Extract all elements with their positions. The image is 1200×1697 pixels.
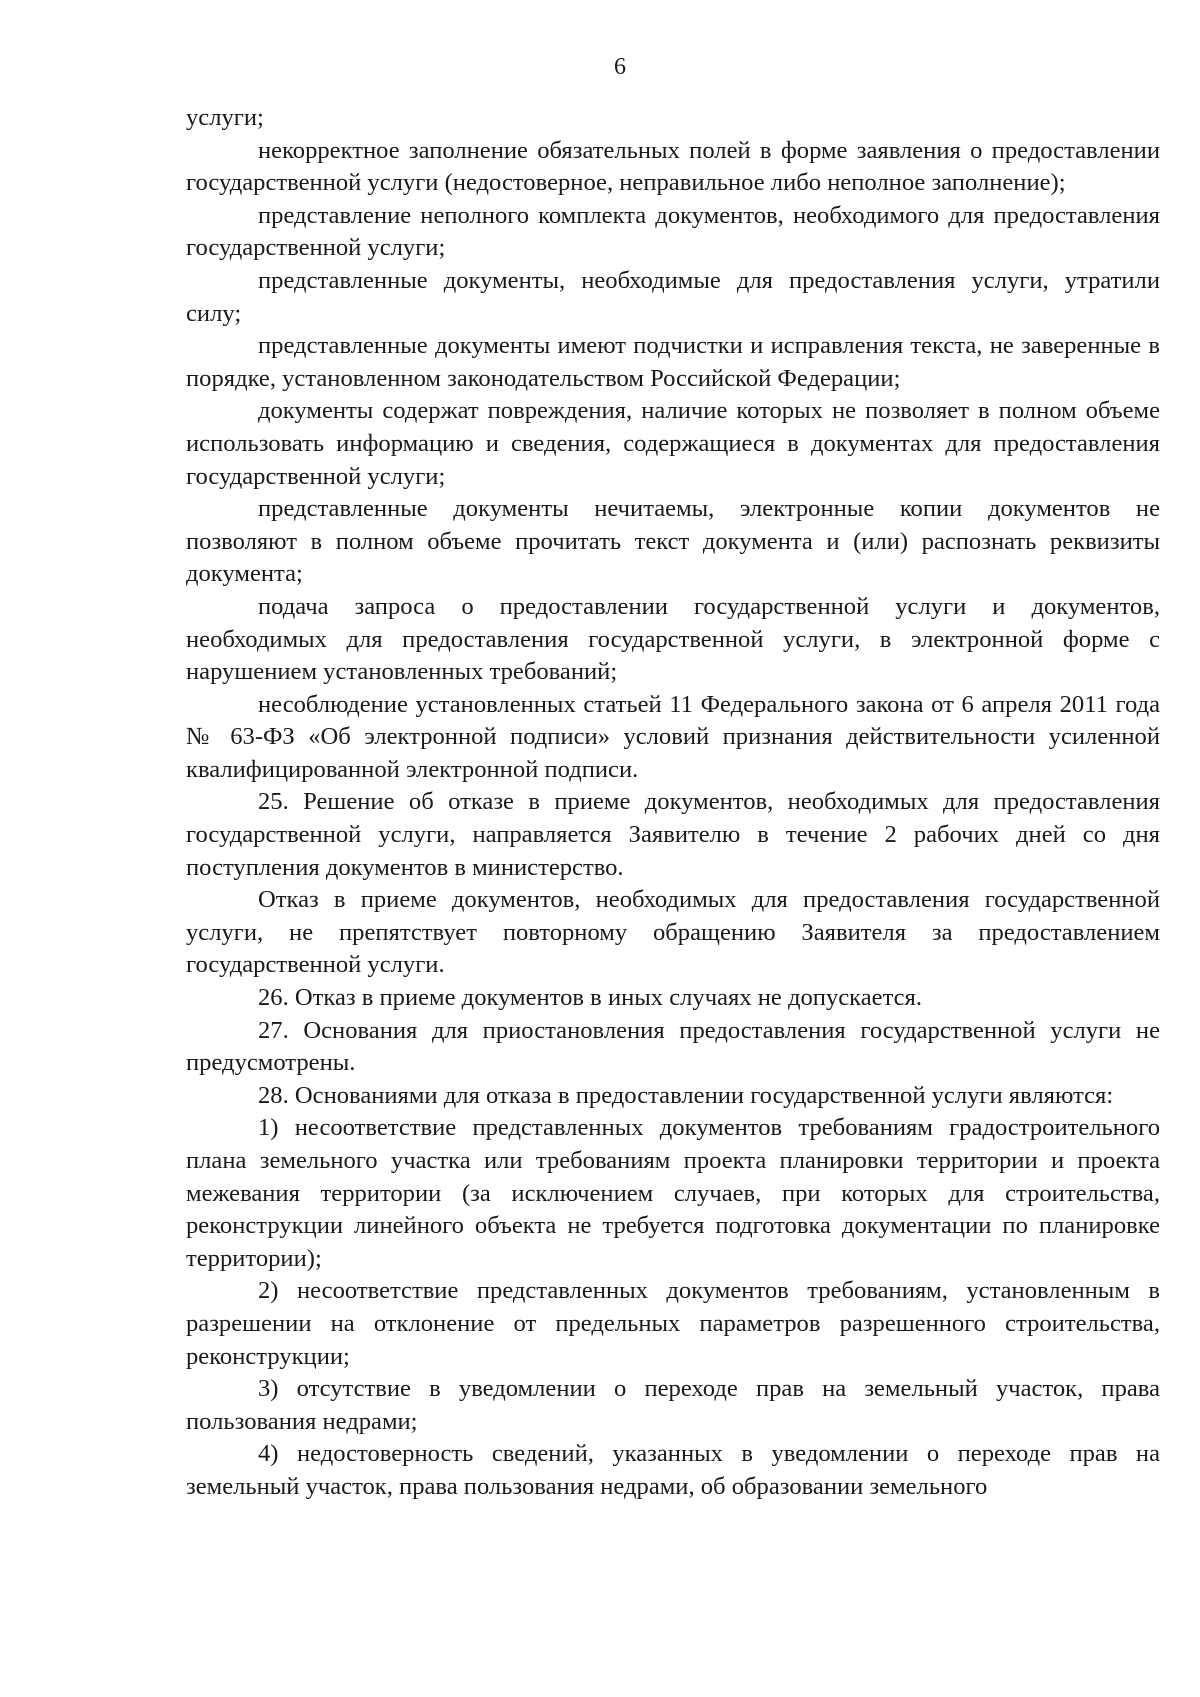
paragraph-text: услуги; xyxy=(186,104,264,131)
paragraph-text: представленные документы нечитаемы, электронные копии документов не позволяют в полном объеме прочитать текст документа и (или) распознать реквизиты документа; xyxy=(186,495,1160,588)
list-item-1: 1) несоответствие представленных документов требованиям градостроительного плана земельного участка или требованиям проекта планировки территории и проекта межевания территории (за исключением случаев, при которых для строительства, реконструкции линейного объекта не требуется подготовка документации по планировке территории); xyxy=(186,1114,1160,1272)
list-item-4: 4) недостоверность сведений, указанных в уведомлении о переходе прав на земельный участок, права пользования недрами, об образовании земельного xyxy=(186,1440,1160,1500)
paragraph-text: несоблюдение установленных статьей 11 Федерального закона от 6 апреля 2011 года № 63-ФЗ «Об электронной подписи» условий признания действительности усиленной квалифицированной электронной подписи. xyxy=(186,690,1160,783)
paragraph-item-27: 27. Основания для приостановления предоставления государственной услуги не предусмотрены. xyxy=(186,1016,1160,1077)
paragraph-text: документы содержат повреждения, наличие которых не позволяет в полном объеме использовать информацию и сведения, содержащиеся в документах для предоставления государственной услуги; xyxy=(186,397,1160,490)
list-item-2: 2) несоответствие представленных документов требованиям, установленным в разрешении на отклонение от предельных параметров разрешенного строительства, реконструкции; xyxy=(186,1277,1160,1370)
list-item-3: 3) отсутствие в уведомлении о переходе прав на земельный участок, права пользования недрами; xyxy=(186,1375,1160,1435)
paragraph-text: представление неполного комплекта документов, необходимого для предоставления государственной услуги; xyxy=(186,201,1160,262)
paragraph-item-25: 25. Решение об отказе в приеме документов, необходимых для предоставления государственной услуги, направляется Заявителю в течение 2 рабочих дней со дня поступления документов в министерство. xyxy=(186,788,1160,881)
paragraph-item-28: 28. Основаниями для отказа в предоставлении государственной услуги являются: xyxy=(258,1081,1114,1109)
document-body xyxy=(186,102,1160,1504)
paragraph-item-26: 26. Отказ в приеме документов в иных случаях не допускается. xyxy=(258,984,923,1012)
paragraph-text: представленные документы, необходимые для предоставления услуги, утратили силу; xyxy=(186,266,1160,327)
paragraph-text: подача запроса о предоставлении государственной услуги и документов, необходимых для предоставления государственной услуги, в электронной форме с нарушением установленных требований; xyxy=(186,592,1160,686)
paragraph-text: некорректное заполнение обязательных полей в форме заявления о предоставлении государственной услуги (недостоверное, неправильное либо неполное заполнение); xyxy=(186,136,1160,197)
paragraph-text: представленные документы имеют подчистки и исправления текста, не заверенные в порядке, установленном законодательством Российской Федерации; xyxy=(186,332,1160,392)
paragraph-text: Отказ в приеме документов, необходимых для предоставления государственной услуги, не препятствует повторному обращению Заявителя за предоставлением государственной услуги. xyxy=(186,886,1160,979)
page-number: 6 xyxy=(614,54,626,80)
